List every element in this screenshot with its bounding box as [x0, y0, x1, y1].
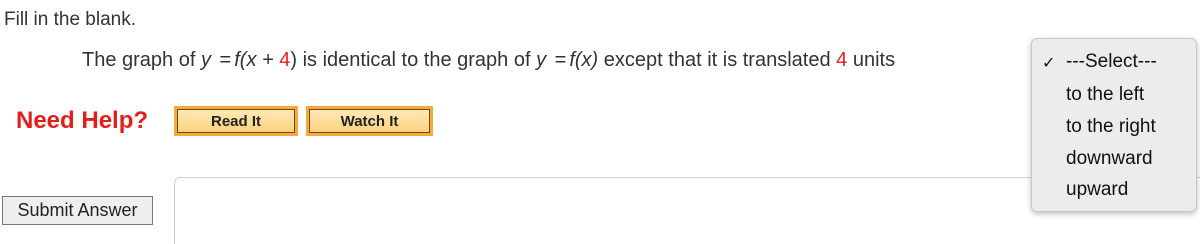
question-y-2: y: [536, 49, 547, 71]
instruction-text: Fill in the blank.: [4, 9, 137, 30]
submit-answer-button[interactable]: Submit Answer: [2, 196, 153, 225]
question-text: [82, 49, 895, 72]
direction-dropdown-menu[interactable]: [1031, 38, 1197, 212]
checkmark-icon: ✓: [1042, 55, 1056, 72]
dropdown-option-right[interactable]: to the right: [1066, 116, 1156, 137]
need-help-label: Need Help?: [16, 107, 149, 134]
question-fx: f(x): [569, 49, 599, 71]
question-fx-shift-suffix: ): [290, 49, 298, 71]
question-fx-shift-prefix: f(x +: [234, 49, 274, 71]
read-it-label: Read It: [177, 109, 295, 133]
watch-it-button[interactable]: [306, 106, 433, 136]
dropdown-option-left[interactable]: to the left: [1066, 84, 1145, 105]
question-equals-2: =: [554, 49, 567, 71]
question-part-3: except that it is translated: [603, 49, 831, 71]
question-part-1: The graph of: [82, 49, 196, 71]
dropdown-option-upward[interactable]: upward: [1066, 179, 1129, 200]
read-it-button[interactable]: [174, 106, 298, 136]
question-part-2: is identical to the graph of: [302, 49, 531, 71]
question-equals-1: =: [219, 49, 232, 71]
watch-it-label: Watch It: [309, 109, 430, 133]
dropdown-option-select[interactable]: ---Select---: [1066, 51, 1157, 72]
dropdown-option-downward[interactable]: downward: [1066, 148, 1153, 169]
question-y-1: y: [200, 49, 211, 71]
question-shift-value: 4: [279, 49, 291, 71]
question-units-value: 4: [836, 49, 848, 71]
question-units-label: units: [852, 49, 896, 71]
